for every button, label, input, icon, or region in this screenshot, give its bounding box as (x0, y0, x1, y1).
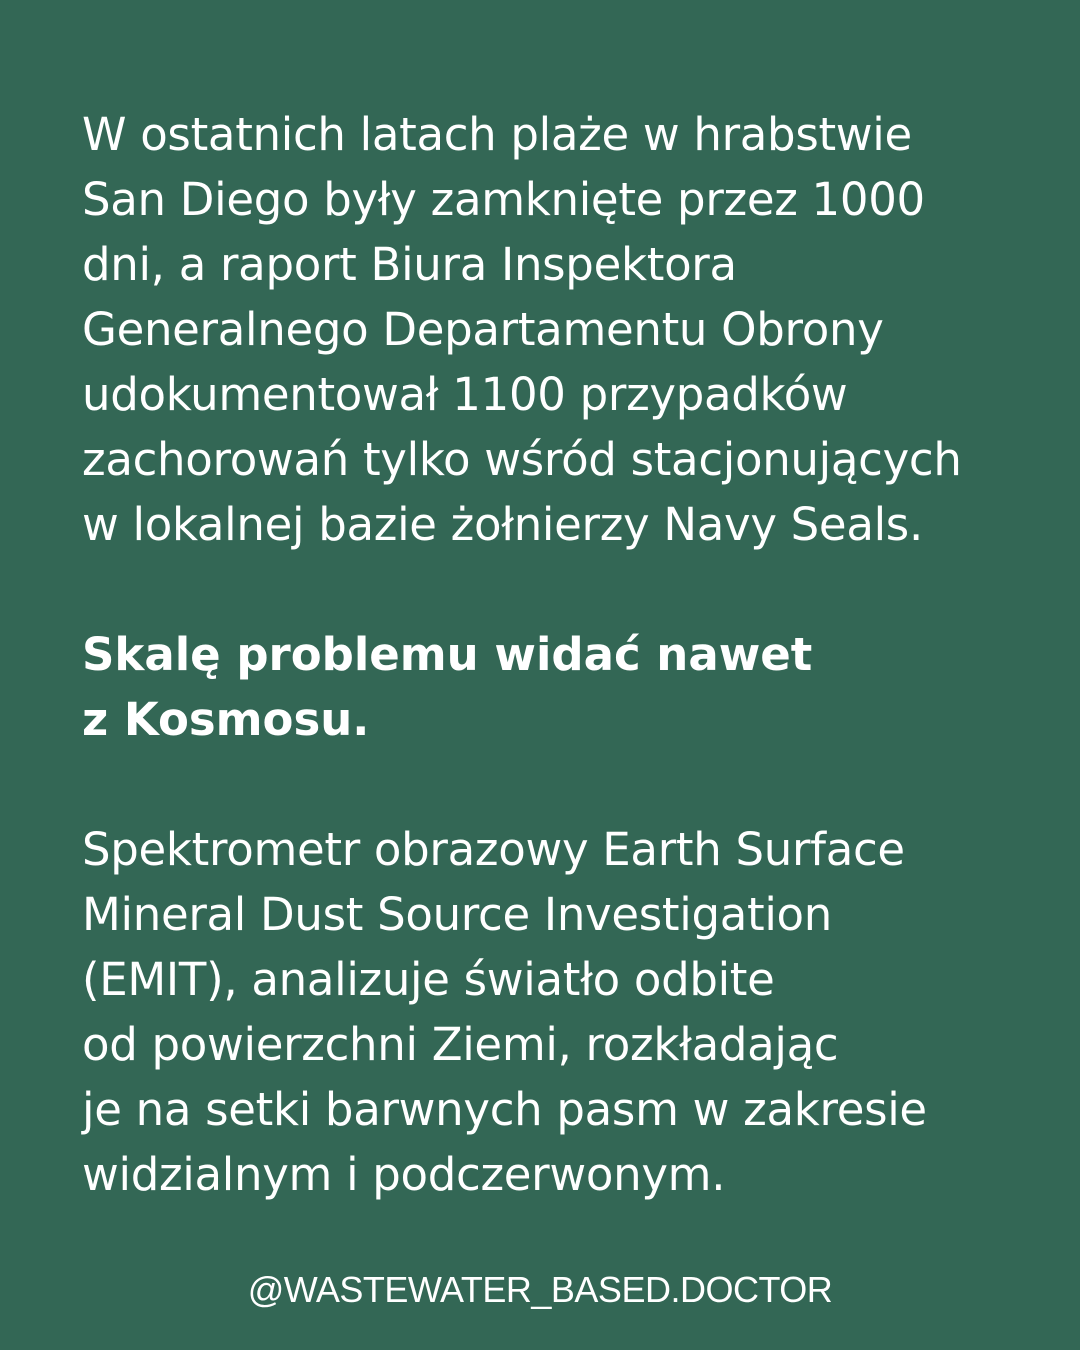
paragraph-headline-bold (82, 622, 1042, 752)
paragraph-beach-closures (82, 102, 1042, 557)
text-line: (EMIT), analizuje światło odbite (82, 953, 775, 1006)
text-line: Skalę problemu widać nawet (82, 628, 813, 681)
text-line: od powierzchni Ziemi, rozkładając (82, 1018, 839, 1071)
account-handle: @WASTEWATER_BASED.DOCTOR (247, 1269, 833, 1310)
text-line: z Kosmosu. (82, 693, 370, 746)
text-line: W ostatnich latach plaże w hrabstwie (82, 108, 912, 161)
text-line: je na setki barwnych pasm w zakresie (82, 1083, 927, 1136)
text-line: Generalnego Departamentu Obrony (82, 303, 884, 356)
text-line: Spektrometr obrazowy Earth Surface (82, 823, 905, 876)
post-content (82, 102, 1042, 1207)
text-line: widzialnym i podczerwonym. (82, 1148, 726, 1201)
text-line: dni, a raport Biura Inspektora (82, 238, 737, 291)
text-line: zachorowań tylko wśród stacjonujących (82, 433, 962, 486)
text-line: Mineral Dust Source Investigation (82, 888, 832, 941)
text-line: w lokalnej bazie żołnierzy Navy Seals. (82, 498, 923, 551)
paragraph-emit-spectrometer (82, 817, 1042, 1207)
text-line: udokumentował 1100 przypadków (82, 368, 848, 421)
text-line: San Diego były zamknięte przez 1000 (82, 173, 925, 226)
